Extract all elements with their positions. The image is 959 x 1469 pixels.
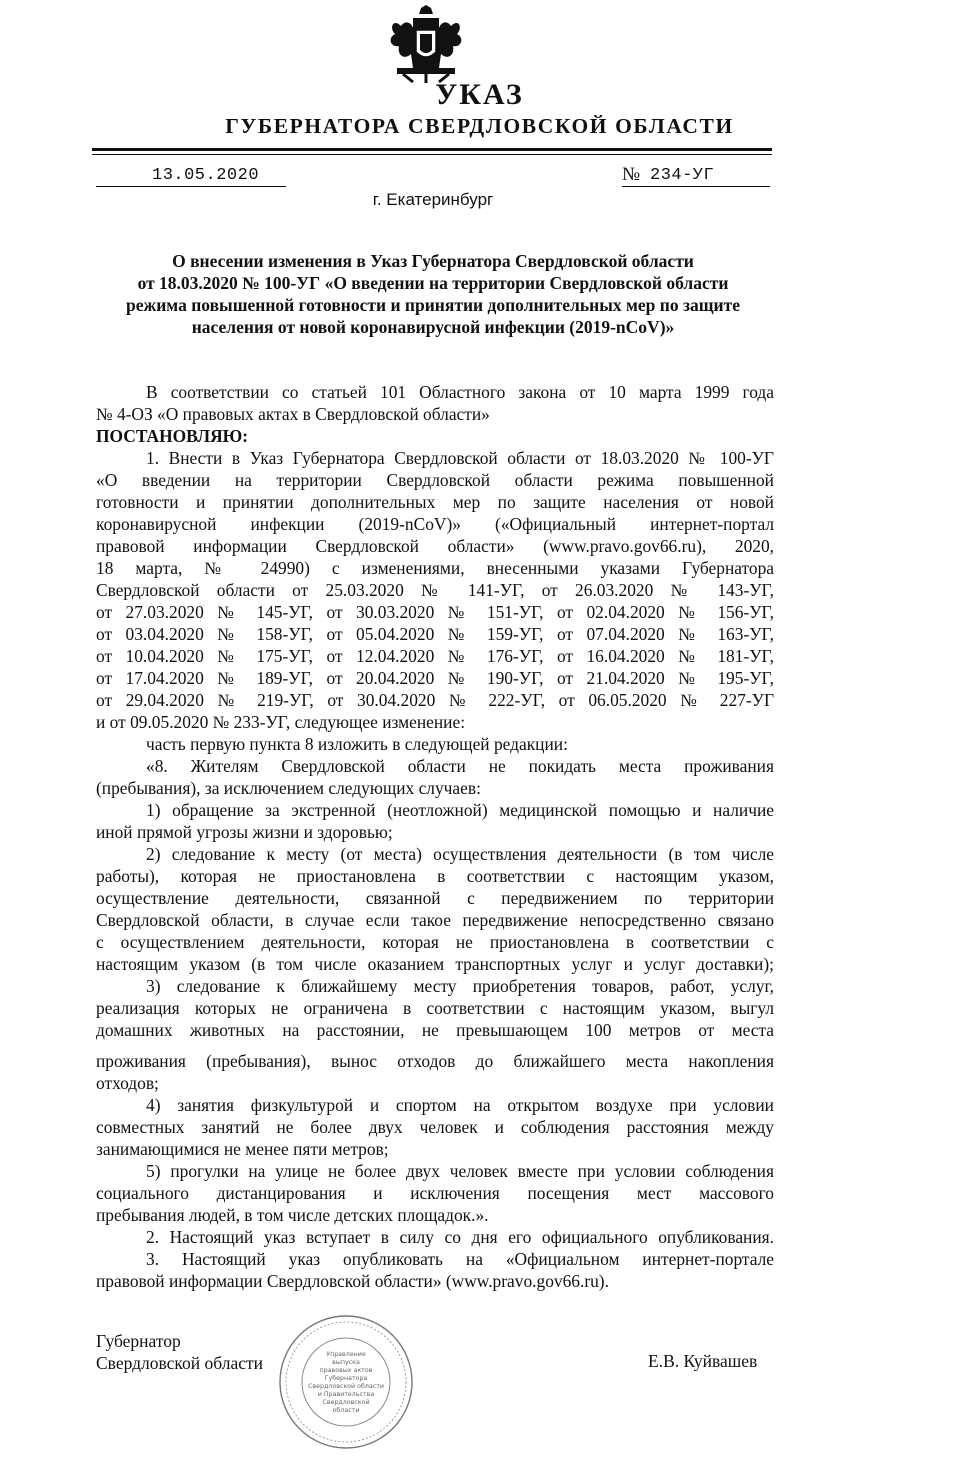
number-label: № (622, 164, 641, 185)
body-line: настоящим указом (в том числе оказанием транспортных услуг и услуг доставки); (96, 954, 774, 974)
stamp-text: Свердловской (322, 1399, 370, 1406)
body-line: В соответствии со статьей 101 Областного закона от 10 марта 1999 года (146, 382, 774, 402)
body-line: правовой информации Свердловской области» (www.pravo.gov66.ru), 2020, (96, 536, 774, 556)
position-line: Губернатор (96, 1331, 181, 1351)
body-line: 3) следование к ближайшему месту приобретения товаров, работ, услуг, (146, 976, 774, 996)
body-line: работы), которая не приостановлена в соответствии с настоящим указом, (96, 866, 774, 886)
body-line: Свердловской области от 25.03.2020 № 141-УГ, от 26.03.2020 № 143-УГ, (96, 580, 774, 600)
body-line: 2. Настоящий указ вступает в силу со дня его официального опубликования. (146, 1227, 774, 1247)
body-line: иной прямой угрозы жизни и здоровью; (96, 822, 393, 842)
body-line: 4) занятия физкультурой и спортом на открытом воздухе при условии (146, 1095, 774, 1115)
position-line: Свердловской области (96, 1353, 264, 1373)
decree-word: ПОСТАНОВЛЯЮ: (96, 426, 248, 446)
body-line: отходов; (96, 1073, 159, 1093)
body-line: «8. Жителям Свердловской области не покидать места проживания (146, 756, 774, 776)
signatory-name: Е.В. Куйвашев (648, 1351, 758, 1371)
header-rule (92, 148, 772, 151)
stamp-text: и Правительства (317, 1391, 375, 1398)
body-line: реализация которых не ограничена в соответствии с настоящим указом, выгул (96, 998, 774, 1018)
body-line: готовности и принятии дополнительных мер по защите населения от новой (96, 492, 774, 512)
stamp-text: Управление (326, 1351, 366, 1358)
body-line: 3. Настоящий указ опубликовать на «Официальном интернет-портале (146, 1249, 774, 1269)
decree-heading (90, 250, 776, 338)
stamp-text: области (332, 1407, 360, 1414)
body-line: от 29.04.2020 № 219-УГ, от 30.04.2020 № 222-УГ, от 06.05.2020 № 227-УГ (96, 690, 774, 710)
document-subtitle: ГУБЕРНАТОРА СВЕРДЛОВСКОЙ ОБЛАСТИ (225, 114, 734, 138)
header-rule-thin (92, 154, 772, 155)
stamp-text: правовых актов (319, 1367, 373, 1374)
decree-number: 234-УГ (650, 166, 715, 185)
body-line: социального дистанцирования и исключения посещения мест массового (96, 1183, 774, 1203)
stamp-text: выпуска (332, 1359, 360, 1366)
document-title: УКАЗ (435, 78, 524, 111)
decree-body-bottom (96, 1050, 774, 1292)
stamp-text: Губернатора (324, 1375, 368, 1382)
body-line: «О введении на территории Свердловской области режима повышенной (96, 470, 774, 490)
heading-line: от 18.03.2020 № 100-УГ «О введении на территории Свердловской области (137, 273, 729, 293)
body-line: Свердловской области, в случае если такое передвижение непосредственно связано (96, 910, 774, 930)
stamp-text: Свердловской области (308, 1383, 384, 1390)
body-line: от 03.04.2020 № 158-УГ, от 05.04.2020 № 159-УГ, от 07.04.2020 № 163-УГ, (96, 624, 774, 644)
body-line: занимающимися не менее пяти метров; (96, 1139, 389, 1159)
city: г. Екатеринбург (372, 190, 494, 209)
body-line: проживания (пребывания), вынос отходов до ближайшего места накопления (96, 1051, 774, 1071)
body-line: № 4-ОЗ «О правовых актах в Свердловской области» (96, 404, 490, 424)
body-line: с осуществлением деятельности, которая не приостановлена в соответствии с (96, 932, 774, 952)
decree-body-top (96, 381, 774, 1041)
body-line: 18 марта, № 24990) с изменениями, внесенными указами Губернатора (96, 558, 774, 578)
body-line: совместных занятий не более двух человек и соблюдения расстояния между (96, 1117, 774, 1137)
official-stamp-icon (276, 1312, 416, 1452)
body-line: и от 09.05.2020 № 233-УГ, следующее изменение: (96, 712, 466, 732)
signatory-position (96, 1330, 263, 1374)
heading-line: населения от новой коронавирусной инфекции (2019-nCoV)» (191, 317, 675, 337)
body-line: правовой информации Свердловской области» (www.pravo.gov66.ru). (96, 1271, 609, 1291)
body-line: домашних животных на расстоянии, не превышающем 100 метров от места (96, 1020, 774, 1040)
body-line: 1) обращение за экстренной (неотложной) медицинской помощью и наличие (146, 800, 774, 820)
body-line: от 10.04.2020 № 175-УГ, от 12.04.2020 № 176-УГ, от 16.04.2020 № 181-УГ, (96, 646, 774, 666)
body-line: 5) прогулки на улице не более двух человек вместе при условии соблюдения (146, 1161, 774, 1181)
number-underline (622, 186, 770, 187)
body-line: 1. Внести в Указ Губернатора Свердловской области от 18.03.2020 № 100-УГ (146, 448, 774, 468)
coat-of-arms-icon (383, 4, 469, 84)
body-line: коронавирусной инфекции (2019-nCoV)» («Официальный интернет-портал (96, 514, 774, 534)
body-line: осуществление деятельности, связанной с передвижением по территории (96, 888, 774, 908)
body-line: (пребывания), за исключением следующих случаев: (96, 778, 481, 798)
date-underline (96, 186, 286, 187)
heading-line: О внесении изменения в Указ Губернатора Свердловской области (172, 251, 694, 271)
body-line: пребывания людей, в том числе детских площадок.». (96, 1205, 489, 1225)
body-line: 2) следование к месту (от места) осуществления деятельности (в том числе (146, 844, 774, 864)
body-line: от 27.03.2020 № 145-УГ, от 30.03.2020 № 151-УГ, от 02.04.2020 № 156-УГ, (96, 602, 774, 622)
decree-date: 13.05.2020 (152, 166, 260, 185)
heading-line: режима повышенной готовности и принятии дополнительных мер по защите (126, 295, 740, 315)
body-line: часть первую пункта 8 изложить в следующей редакции: (146, 734, 568, 754)
body-line: от 17.04.2020 № 189-УГ, от 20.04.2020 № 190-УГ, от 21.04.2020 № 195-УГ, (96, 668, 774, 688)
